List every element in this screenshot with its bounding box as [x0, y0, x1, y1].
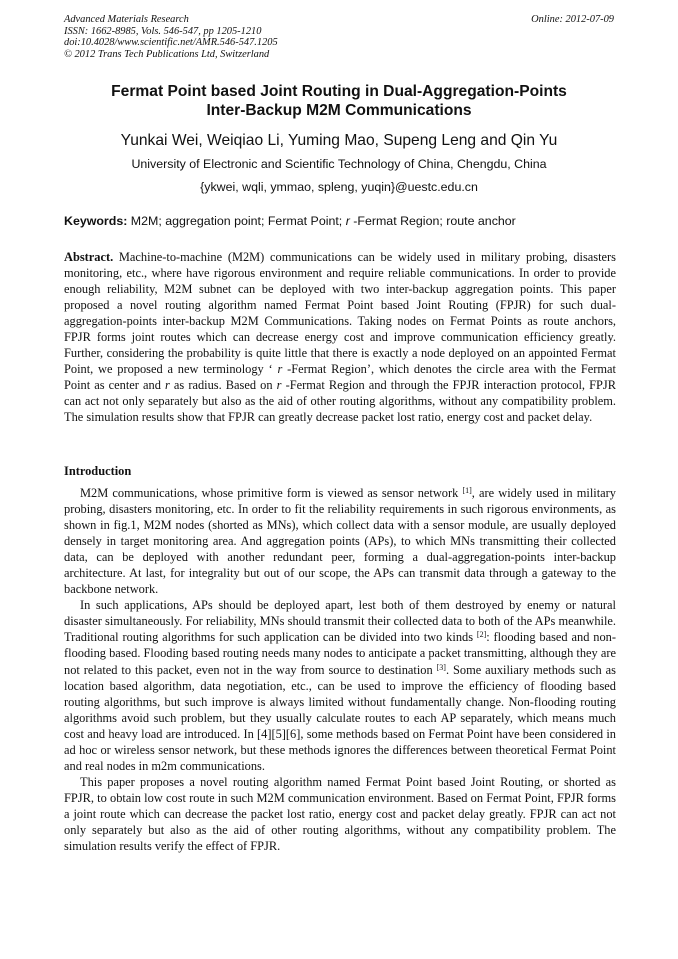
abstract: [64, 249, 616, 426]
para2-text-c: . Some auxiliary methods such as location based algorithm, data negotiation, etc., can be used to improve the efficiency of flooding based routing algorithms, but such improve is always limited without fundamentally change. Non-flooding routing algorithms avoid such problem, but they usually calculate routes to each AP separately, which means much cost and heavy load are introduced. In [4][5][6], some methods based on Fermat Point have been considered in ad hoc or wireless sensor network, but these methods ignores the differences between theoretical Fermat Point and real nodes in m2m communications.: [64, 662, 616, 773]
citation-ref: [2]: [476, 630, 487, 640]
issn-line: ISSN: 1662-8985, Vols. 546-547, pp 1205-1210: [64, 25, 262, 37]
keywords-text-a: M2M; aggregation point; Fermat Point;: [127, 214, 346, 228]
author-emails: {ykwei, wqli, ymmao, spleng, yuqin}@uestc.edu.cn: [200, 180, 478, 194]
doi-line: doi:10.4028/www.scientific.net/AMR.546-547.1205: [64, 37, 278, 49]
title-line-1: Fermat Point based Joint Routing in Dual-Aggregation-Points: [111, 83, 567, 100]
para2-text-b: : flooding based and non-flooding based. Flooding based routing needs many nodes to anticipate a packet transmitting, although they are not related to this packet, even not in the way from source to destination: [64, 630, 616, 677]
author-list: Yunkai Wei, Weiqiao Li, Yuming Mao, Supeng Leng and Qin Yu: [120, 132, 558, 149]
abstract-part-3: as radius. Based on: [169, 378, 277, 393]
paragraph: [64, 485, 616, 597]
affiliation: University of Electronic and Scientific Technology of China, Chengdu, China: [131, 157, 547, 171]
keywords: [64, 214, 624, 229]
abstract-r-2: r: [165, 378, 170, 393]
paragraph: [64, 597, 616, 774]
copyright-line: © 2012 Trans Tech Publications Ltd, Switzerland: [64, 48, 270, 60]
introduction-body: [64, 485, 616, 854]
paragraph: This paper proposes a novel routing algorithm named Fermat Point based Joint Routing, or shorted as FPJR, to obtain low cost route in such M2M communication environment. Based on Fermat Point, FPJR forms a joint route which can decrease the packet lost ratio, energy cost and packet delay greatly. FPJR can act not only separately but also as the aid of other routing algorithms, without any compatibility problem. The simulation results verify the effect of FPJR.: [64, 774, 616, 854]
abstract-part-4: -Fermat Region and through the FPJR interaction protocol, FPJR can act not only separately but also as the aid of other routing algorithms, without any compatibility problem. The simulation results show that FPJR can greatly decrease packet lost ratio, energy cost and packet delay.: [64, 378, 616, 425]
journal-name: Advanced Materials Research: [64, 14, 189, 25]
abstract-r-1: r: [272, 362, 283, 377]
online-date: Online: 2012-07-09: [531, 14, 614, 25]
citation-ref: [3]: [436, 662, 446, 672]
title-line-2: Inter-Backup M2M Communications: [206, 102, 472, 119]
section-heading-introduction: Introduction: [64, 464, 132, 478]
citation-ref: [1]: [462, 486, 472, 495]
abstract-label: Abstract.: [64, 250, 114, 264]
abstract-part-1: Machine-to-machine (M2M) communications can be widely used in military probing, disasters monitoring, etc., where have rigorous environment and require reliable communications. In order to provide enough reliability, M2M subnet can be deployed with two inter-backup aggregation points. This paper proposed a novel routing algorithm named Fermat Point based Joint Routing (FPJR) for such dual-aggregation-points inter-backup M2M Communications. Taking nodes on Fermat Points as route anchors, FPJR forms joint routes which can decrease energy cost and improve communication efficiency greatly. Further, considering the probability is quite little that there is exactly a node deployed on an appointed Fermat Point, we proposed a new terminology ‘: [64, 250, 616, 377]
keywords-text-b: -Fermat Region; route anchor: [349, 214, 516, 228]
para2-text-a: In such applications, APs should be deployed apart, lest both of them destroyed by enemy or natural disaster simultaneously. For reliability, MNs should transmit their collected data to both of the APs meanwhile. Traditional routing algorithms for such application can be divided into two kinds: [64, 598, 616, 645]
para1-text-b: , are widely used in military probing, disasters monitoring, etc. In order to fit the reliability requirements in such rigorous environments, as shown in fig.1, M2M nodes (shorted as MNs), which collect data with a sensor module, are usually deployed densely in target monitoring area. And aggregation points (APs), to which MNs transmitting their collected data, can be deployed with another redundant peer, forming a dual-aggregation-points inter-backup architecture. At last, for integrality but out of our scope, the APs can transmit data through a gateway to the backbone network.: [64, 486, 616, 597]
journal-header: [64, 14, 278, 60]
para1-text-a: M2M communications, whose primitive form is viewed as sensor network: [80, 486, 463, 500]
keywords-label: Keywords:: [64, 214, 128, 228]
abstract-r-3: r: [276, 378, 282, 393]
paper-title: [40, 82, 638, 120]
abstract-part-2: -Fermat Region’, which denotes the circle area with the Fermat Point as center and: [64, 362, 617, 393]
keywords-r: r: [345, 214, 350, 228]
